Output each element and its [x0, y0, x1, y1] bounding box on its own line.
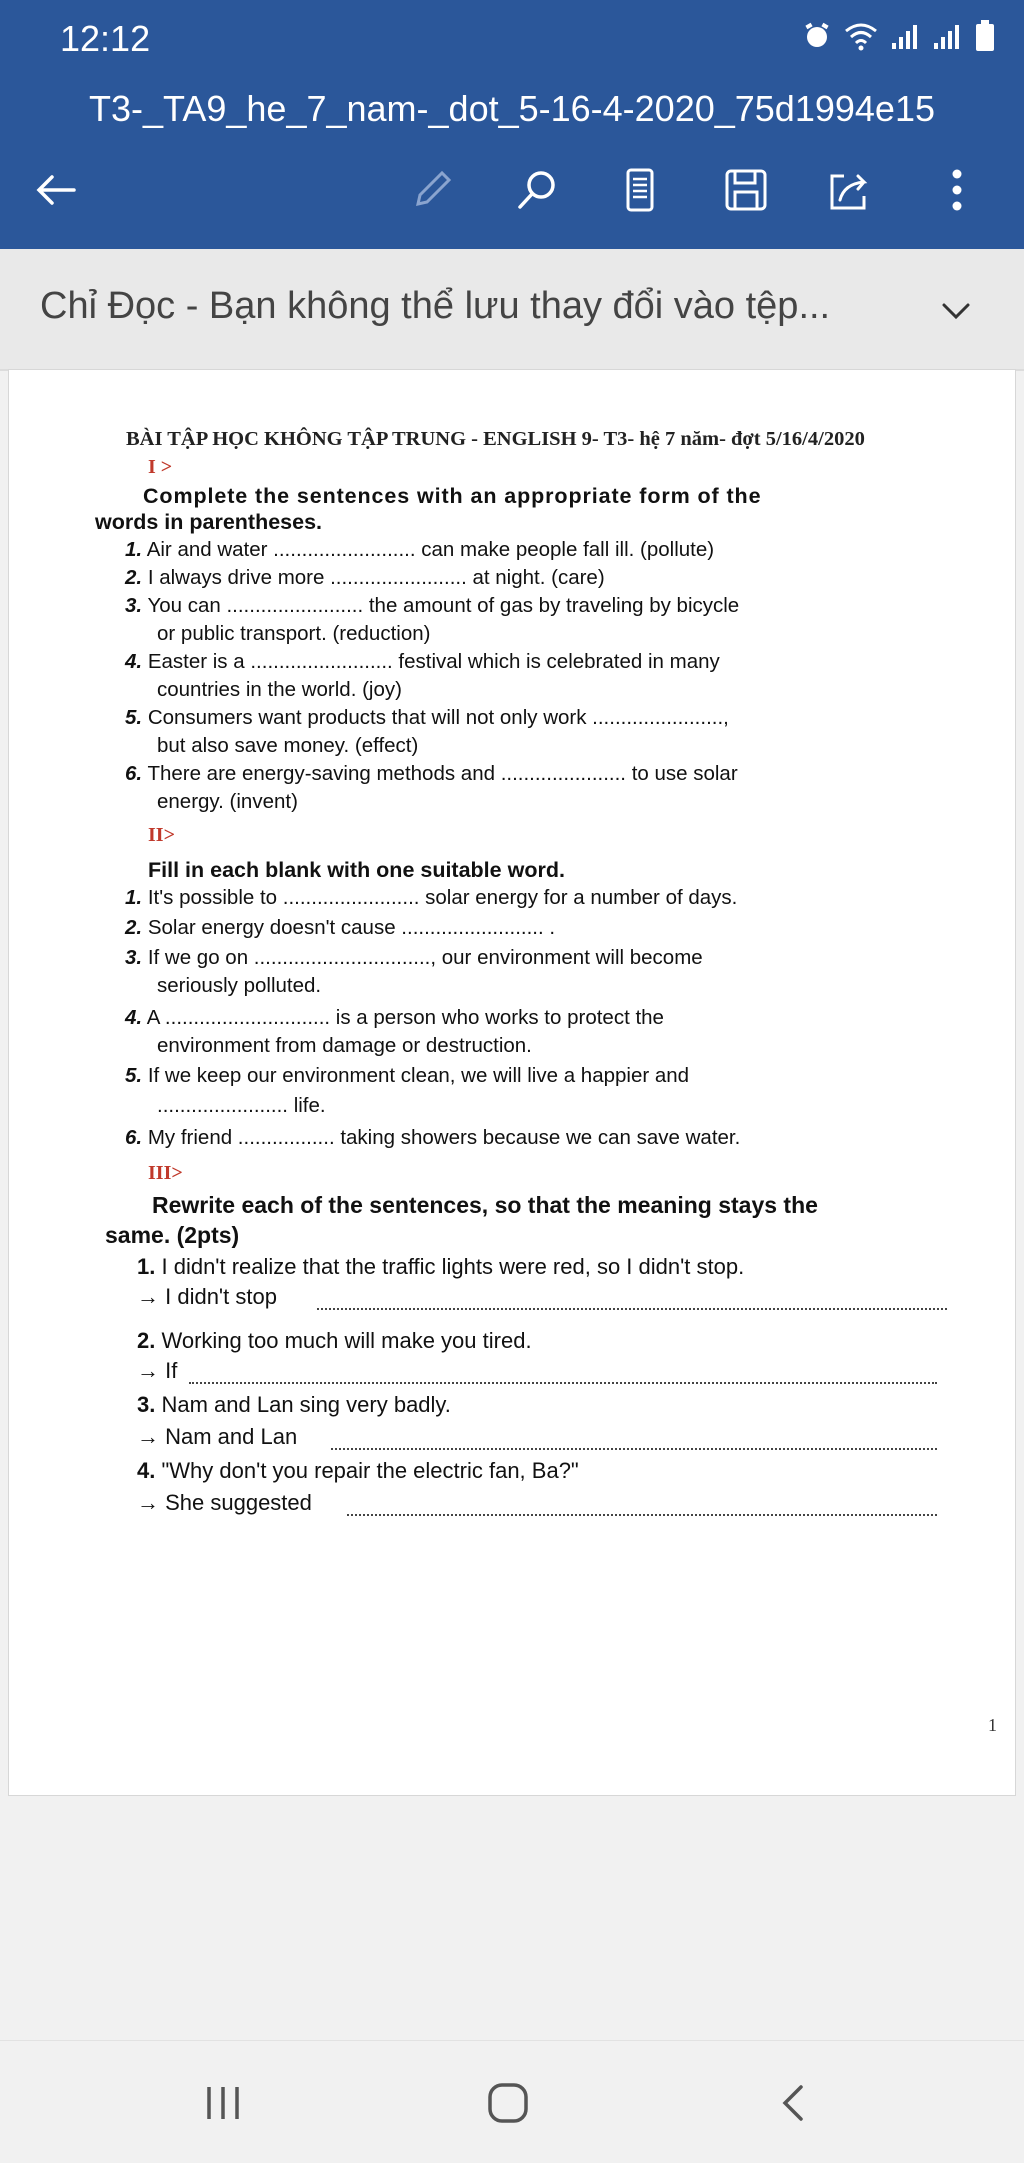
- more-icon[interactable]: [925, 158, 989, 222]
- wifi-icon: [844, 21, 878, 51]
- list-item: 3. You can ........................ the amount of gas by traveling by bicycle: [125, 594, 740, 617]
- pencil-icon[interactable]: [400, 158, 464, 222]
- list-item-continuation: seriously polluted.: [157, 974, 322, 997]
- list-item: 1. It's possible to ........................ solar energy for a number of days.: [125, 886, 738, 909]
- search-icon[interactable]: [505, 158, 569, 222]
- system-navigation-bar: [0, 2040, 1024, 2163]
- list-item: 6. My friend ................. taking showers because we can save water.: [125, 1126, 741, 1149]
- answer-line: [331, 1448, 937, 1450]
- list-item-continuation: or public transport. (reduction): [157, 622, 431, 645]
- list-item: 6. There are energy-saving methods and ...................... to use solar: [125, 762, 738, 785]
- chevron-down-icon[interactable]: [932, 287, 980, 335]
- answer-line: [189, 1382, 937, 1384]
- list-item: 4. Easter is a ......................... festival which is celebrated in many: [125, 650, 720, 673]
- section-heading: Fill in each blank with one suitable word.: [148, 858, 565, 882]
- battery-icon: [974, 20, 996, 52]
- section-heading: Complete the sentences with an appropriate form of the: [143, 484, 762, 508]
- list-item: 1. Air and water ......................... can make people fall ill. (pollute): [125, 538, 715, 561]
- status-time: 12:12: [60, 18, 151, 59]
- rewrite-question: 3. Nam and Lan sing very badly.: [137, 1392, 451, 1417]
- rewrite-answer-prompt: → I didn't stop: [137, 1284, 277, 1309]
- back-icon[interactable]: [765, 2073, 825, 2133]
- section-marker: II>: [148, 824, 175, 846]
- list-item-continuation: environment from damage or destruction.: [157, 1034, 532, 1057]
- rewrite-answer-prompt: → She suggested: [137, 1490, 312, 1515]
- signal-icon: [932, 21, 962, 51]
- list-item: 5. If we keep our environment clean, we will live a happier and: [125, 1064, 690, 1087]
- list-item-continuation: energy. (invent): [157, 790, 298, 813]
- list-item-continuation: but also save money. (effect): [157, 734, 419, 757]
- list-item: 2. I always drive more ........................ at night. (care): [125, 566, 605, 589]
- toolbar: [0, 150, 1024, 230]
- page-number: 1: [988, 1715, 997, 1735]
- app-bar: [0, 0, 1024, 249]
- read-only-banner[interactable]: [0, 249, 1024, 371]
- section-heading: same. (2pts): [105, 1222, 240, 1248]
- section-marker: I >: [148, 456, 173, 478]
- rewrite-answer-prompt: → Nam and Lan: [137, 1424, 298, 1449]
- worksheet-header: BÀI TẬP HỌC KHÔNG TẬP TRUNG - ENGLISH 9- T3- hệ 7 năm- đợt 5/16/4/2020: [126, 428, 865, 450]
- section-heading: words in parentheses.: [95, 510, 323, 534]
- rewrite-question: 1. I didn't realize that the traffic lights were red, so I didn't stop.: [137, 1254, 745, 1279]
- list-item: 4. A ............................. is a person who works to protect the: [125, 1006, 664, 1029]
- rewrite-question: 4. "Why don't you repair the electric fan, Ba?": [137, 1458, 579, 1483]
- rewrite-answer-prompt: → If: [137, 1358, 178, 1383]
- back-arrow-icon[interactable]: [24, 158, 88, 222]
- reading-view-icon[interactable]: [608, 158, 672, 222]
- recent-apps-icon[interactable]: [193, 2073, 253, 2133]
- list-item-continuation: countries in the world. (joy): [157, 678, 402, 701]
- section-marker: III>: [148, 1162, 183, 1184]
- list-item: 5. Consumers want products that will not only work .......................,: [125, 706, 729, 729]
- document-page[interactable]: [8, 369, 1016, 1796]
- home-icon[interactable]: [478, 2073, 538, 2133]
- read-only-message: Chỉ Đọc - Bạn không thể lưu thay đổi vào tệp...: [40, 285, 831, 327]
- save-icon[interactable]: [714, 158, 778, 222]
- signal-icon: [890, 21, 920, 51]
- list-item-continuation: ....................... life.: [157, 1094, 326, 1117]
- list-item: 3. If we go on ..............................., our environment will become: [125, 946, 703, 969]
- section-heading: Rewrite each of the sentences, so that the meaning stays the: [152, 1192, 818, 1218]
- status-icons: [802, 20, 996, 52]
- answer-line: [317, 1308, 947, 1310]
- alarm-icon: [802, 21, 832, 51]
- document-title: T3-_TA9_he_7_nam-_dot_5-16-4-2020_75d1994e15: [89, 88, 935, 129]
- share-icon[interactable]: [818, 158, 882, 222]
- answer-line: [347, 1514, 937, 1516]
- rewrite-question: 2. Working too much will make you tired.: [137, 1328, 532, 1353]
- list-item: 2. Solar energy doesn't cause ......................... .: [125, 916, 556, 939]
